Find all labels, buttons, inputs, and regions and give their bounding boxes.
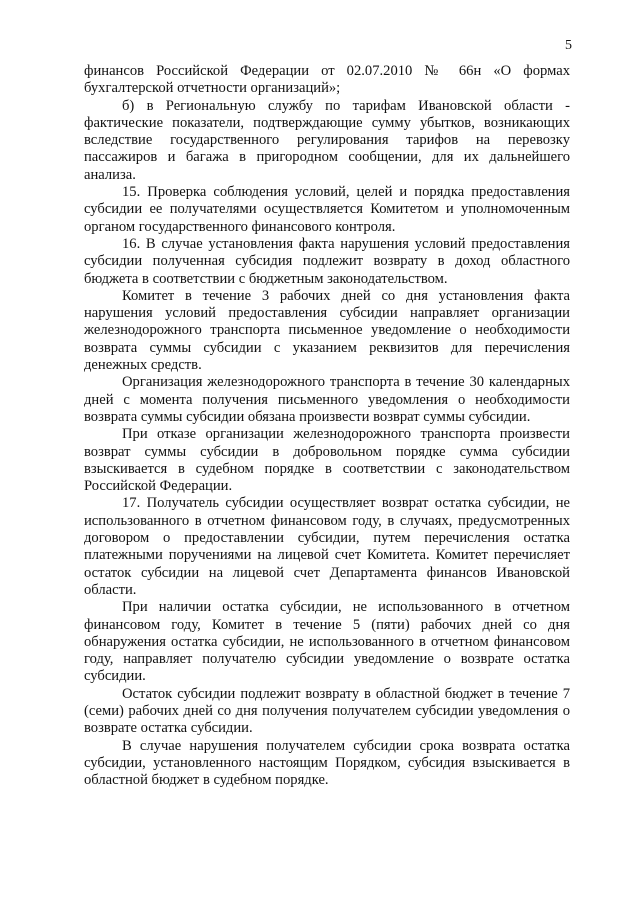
page-number: 5 — [565, 38, 572, 53]
paragraph-continuation: финансов Российской Федерации от 02.07.2010 № 66н «О формах бухгалтерской отчетности организаций»; — [84, 63, 570, 97]
paragraph-organization-return: Организация железнодорожного транспорта в течение 30 календарных дней с момента получения письменного уведомления о необходимости возврата суммы субсидии обязана произвести возврат суммы субсидии. — [84, 374, 570, 425]
paragraph-committee-notice: Комитет в течение 3 рабочих дней со дня установления факта нарушения условий предоставления субсидии направляет организации железнодорожного транспорта письменное уведомление о необходимости возврата суммы субсидии с указанием реквизитов для перечисления денежных средств. — [84, 287, 570, 374]
paragraph-remainder-notice: При наличии остатка субсидии, не использованного в отчетном финансовом году, Комитет в течение 5 (пяти) рабочих дней со дня обнаружения остатка субсидии, не использованного в отчетном финансовом году, направляет получателю субсидии уведомление о возврате остатка субсидии. — [84, 599, 570, 685]
paragraph-remainder-return: Остаток субсидии подлежит возврату в областной бюджет в течение 7 (семи) рабочих дней со дня получения получателем субсидии уведомления о возврате остатка субсидии. — [84, 685, 570, 737]
paragraph-17: 17. Получатель субсидии осуществляет возврат остатка субсидии, не использованного в отчетном финансовом году, в случаях, предусмотренных договором о предоставлении субсидии, путем перечисления остатка платежными поручениями на лицевой счет Комитета. Комитет перечисляет остаток субсидии на лицевой счет Департамента финансов Ивановской области. — [84, 495, 570, 598]
paragraph-15: 15. Проверка соблюдения условий, целей и порядка предоставления субсидии ее получателями осуществляется Комитетом и уполномоченным органом государственного финансового контроля. — [84, 184, 570, 235]
paragraph-item-b: б) в Региональную службу по тарифам Ивановской области - фактические показатели, подтверждающие сумму убытков, возникающих вследствие государственного регулирования тарифов на перевозку пассажиров и багажа в пригородном сообщении, для их дальнейшего анализа. — [84, 97, 570, 183]
paragraph-refusal: При отказе организации железнодорожного транспорта произвести возврат суммы субсидии в добровольном порядке сумма субсидии взыскивается в судебном порядке в соответствии с законодательством Российской Федерации. — [84, 426, 570, 495]
paragraph-court-recovery: В случае нарушения получателем субсидии срока возврата остатка субсидии, установленного настоящим Порядком, субсидия взыскивается в областной бюджет в судебном порядке. — [84, 737, 570, 789]
paragraph-16: 16. В случае установления факта нарушения условий предоставления субсидии полученная субсидия подлежит возврату в доход областного бюджета в соответствии с бюджетным законодательством. — [84, 235, 570, 287]
document-body — [84, 63, 570, 789]
